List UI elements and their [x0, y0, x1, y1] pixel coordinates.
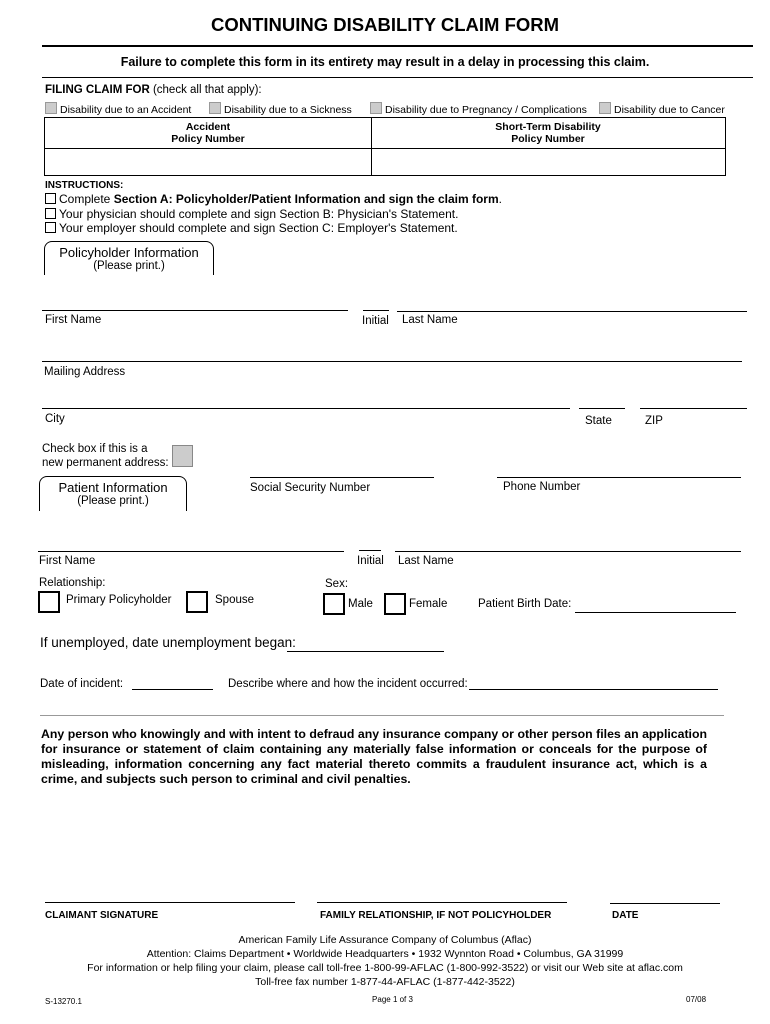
pt-initial-label: Initial	[357, 555, 384, 567]
std-policy-header: Short-Term Disability Policy Number	[495, 121, 601, 145]
signature-date-line[interactable]	[610, 903, 720, 904]
checkbox-glyph	[45, 208, 56, 219]
family-relationship-line[interactable]	[317, 902, 567, 903]
form-code: S-13270.1	[45, 997, 82, 1006]
warning-text: Failure to complete this form in its entirety may result in a delay in processing this claim.	[120, 55, 650, 69]
ph-first-name-label: First Name	[45, 314, 102, 326]
female-checkbox[interactable]	[384, 593, 406, 615]
option-cancer[interactable]: Disability due to Cancer	[599, 102, 725, 116]
checkbox[interactable]	[599, 102, 611, 114]
incident-date-label: Date of incident:	[40, 678, 124, 690]
ph-city-label: City	[45, 413, 65, 425]
signature-date-label: DATE	[612, 910, 639, 921]
ph-last-name-label: Last Name	[402, 314, 458, 326]
warning-rule	[42, 77, 753, 78]
pt-last-name-label: Last Name	[398, 555, 454, 567]
fraud-notice: Any person who knowingly and with intent to defraud any insurance company or other person files an application for insurance or statement of claim containing any materially false information or conceals for the purpose of misleading, information concerning any fact material thereto commits a fraudulent insurance act, which is a crime, and subjects such person to criminal and civil penalties.	[41, 727, 707, 786]
footer-contact: For information or help filing your claim, please call toll-free 1-800-99-AFLAC (1-800-992-3522) or visit our Web site at aflac.com	[87, 962, 683, 974]
checkbox[interactable]	[370, 102, 382, 114]
footer-fax: Toll-free fax number 1-877-44-AFLAC (1-877-442-3522)	[255, 976, 515, 988]
form-title: CONTINUING DISABILITY CLAIM FORM	[210, 14, 560, 35]
policyholder-section-tab: Policyholder Information (Please print.)	[44, 241, 214, 275]
std-policy-input[interactable]	[372, 149, 724, 174]
section-divider	[40, 715, 724, 716]
pt-last-name-line[interactable]	[395, 551, 741, 552]
unemployed-date-line[interactable]	[287, 651, 444, 652]
ph-address-label: Mailing Address	[44, 366, 126, 378]
option-sickness[interactable]: Disability due to a Sickness	[209, 102, 352, 116]
policy-number-table	[44, 117, 726, 176]
incident-date-line[interactable]	[132, 689, 213, 690]
male-checkbox[interactable]	[323, 593, 345, 615]
family-relationship-label: FAMILY RELATIONSHIP, IF NOT POLICYHOLDER	[320, 910, 552, 921]
incident-desc-line[interactable]	[469, 689, 718, 690]
ph-first-name-line[interactable]	[42, 310, 348, 311]
page-number: Page 1 of 3	[372, 995, 413, 1004]
ssn-line[interactable]	[250, 477, 434, 478]
ph-state-line[interactable]	[579, 408, 625, 409]
birth-date-line[interactable]	[575, 612, 736, 613]
ph-last-name-line[interactable]	[397, 311, 747, 312]
pt-first-name-label: First Name	[39, 555, 96, 567]
checkbox-glyph	[45, 222, 56, 233]
option-pregnancy[interactable]: Disability due to Pregnancy / Complications	[370, 102, 587, 116]
pt-initial-line[interactable]	[359, 550, 381, 551]
male-label: Male	[348, 598, 373, 610]
phone-line[interactable]	[497, 477, 741, 478]
pt-first-name-line[interactable]	[38, 551, 344, 552]
instruction-item-3: Your employer should complete and sign Section C: Employer's Statement.	[45, 221, 458, 235]
instruction-item-1: Complete Section A: Policyholder/Patient Information and sign the claim form.	[45, 192, 502, 206]
new-address-checkbox[interactable]	[172, 445, 193, 467]
checkbox[interactable]	[209, 102, 221, 114]
instruction-item-2: Your physician should complete and sign Section B: Physician's Statement.	[45, 207, 458, 221]
unemployed-label: If unemployed, date unemployment began:	[40, 635, 296, 650]
instructions-heading: INSTRUCTIONS:	[45, 180, 124, 191]
checkbox[interactable]	[45, 102, 57, 114]
ph-zip-label: ZIP	[645, 415, 663, 427]
sex-label: Sex:	[325, 578, 349, 590]
claimant-signature-label: CLAIMANT SIGNATURE	[45, 910, 159, 921]
footer-company: American Family Life Assurance Company of Columbus (Aflac)	[238, 934, 532, 946]
ph-initial-label: Initial	[362, 315, 389, 327]
ph-state-label: State	[585, 415, 612, 427]
patient-section-tab: Patient Information (Please print.)	[39, 476, 187, 511]
ph-city-line[interactable]	[42, 408, 570, 409]
primary-policyholder-checkbox[interactable]	[38, 591, 60, 613]
ph-zip-line[interactable]	[640, 408, 747, 409]
accident-policy-header: Accident Policy Number	[171, 121, 245, 145]
filing-label: FILING CLAIM FOR (check all that apply):	[45, 84, 262, 96]
spouse-label: Spouse	[215, 594, 255, 606]
spouse-checkbox[interactable]	[186, 591, 208, 613]
checkbox-glyph	[45, 193, 56, 204]
birth-date-label: Patient Birth Date:	[478, 598, 572, 610]
accident-policy-input[interactable]	[46, 149, 370, 174]
new-address-label: Check box if this is a new permanent address:	[42, 443, 169, 469]
date-code: 07/08	[686, 995, 707, 1004]
phone-label: Phone Number	[503, 481, 581, 493]
relationship-label: Relationship:	[39, 577, 106, 589]
footer-address: Attention: Claims Department • Worldwide Headquarters • 1932 Wynnton Road • Columbus, GA 31999	[146, 948, 624, 960]
female-label: Female	[409, 598, 448, 610]
incident-desc-label: Describe where and how the incident occurred:	[228, 678, 468, 690]
claimant-signature-line[interactable]	[45, 902, 295, 903]
primary-policyholder-label: Primary Policyholder	[66, 594, 172, 606]
ph-initial-line[interactable]	[363, 310, 389, 311]
option-accident[interactable]: Disability due to an Accident	[45, 102, 191, 116]
ssn-label: Social Security Number	[250, 482, 371, 494]
ph-address-line[interactable]	[42, 361, 742, 362]
title-rule	[42, 45, 753, 47]
